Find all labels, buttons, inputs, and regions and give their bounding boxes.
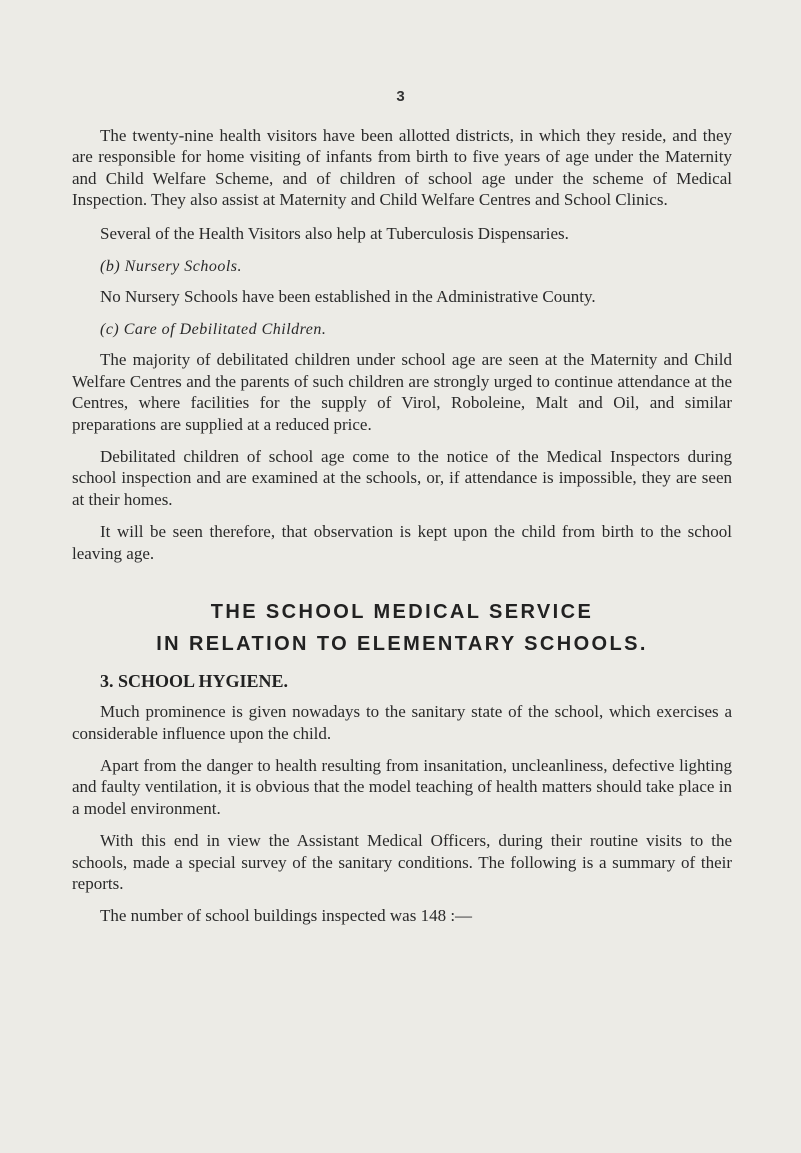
paragraph-hygiene-3: With this end in view the Assistant Medical Officers, during their routine visits to the schools, made a special survey of the sanitary conditions. The following is a summary of their reports. (72, 831, 732, 893)
heading-nursery-schools: (b) Nursery Schools. (100, 258, 242, 276)
paragraph-debilitated-2: Debilitated children of school age come to the notice of the Medical Inspectors during school inspection and are examined at the schools, or, if attendance is impossible, they are seen at their homes. (72, 447, 732, 509)
page-number: 3 (396, 88, 405, 105)
main-heading-line-1: THE SCHOOL MEDICAL SERVICE (210, 601, 594, 624)
paragraph-health-visitors: The twenty-nine health visitors have been allotted districts, in which they reside, and they are responsible for home visiting of infants from birth to five years of age under the Maternity and Child Welfare Scheme, and of children of school age under the scheme of Medical Inspection. They also assist at Maternity and Child Welfare Centres and School Clinics. (72, 126, 732, 210)
paragraph-debilitated-1: The majority of debilitated children under school age are seen at the Maternity and Child Welfare Centres and the parents of such children are strongly urged to continue attendance at the Centres, where facilities for the supply of Virol, Roboleine, Malt and Oil, and similar preparations are supplied at a reduced price. (72, 350, 732, 434)
paragraph-nursery-schools: No Nursery Schools have been established in the Administrative County. (100, 287, 596, 307)
paragraph-hygiene-4: The number of school buildings inspected was 148 :— (100, 906, 473, 926)
main-heading-line-2: IN RELATION TO ELEMENTARY SCHOOLS. (156, 633, 648, 656)
paragraph-hygiene-2: Apart from the danger to health resulting from insanitation, uncleanliness, defective lighting and faulty ventilation, it is obvious that the model teaching of health matters should take place in a model environment. (72, 755, 732, 818)
paragraph-debilitated-3: It will be seen therefore, that observation is kept upon the child from birth to the school leaving age. (72, 522, 732, 563)
heading-debilitated-children: (c) Care of Debilitated Children. (100, 321, 327, 339)
heading-school-hygiene: 3. SCHOOL HYGIENE. (100, 671, 289, 692)
page-content (72, 125, 732, 927)
paragraph-tuberculosis: Several of the Health Visitors also help at Tuberculosis Dispensaries. (100, 223, 569, 243)
paragraph-hygiene-1: Much prominence is given nowadays to the sanitary state of the school, which exercises a considerable influence upon the child. (72, 702, 732, 743)
